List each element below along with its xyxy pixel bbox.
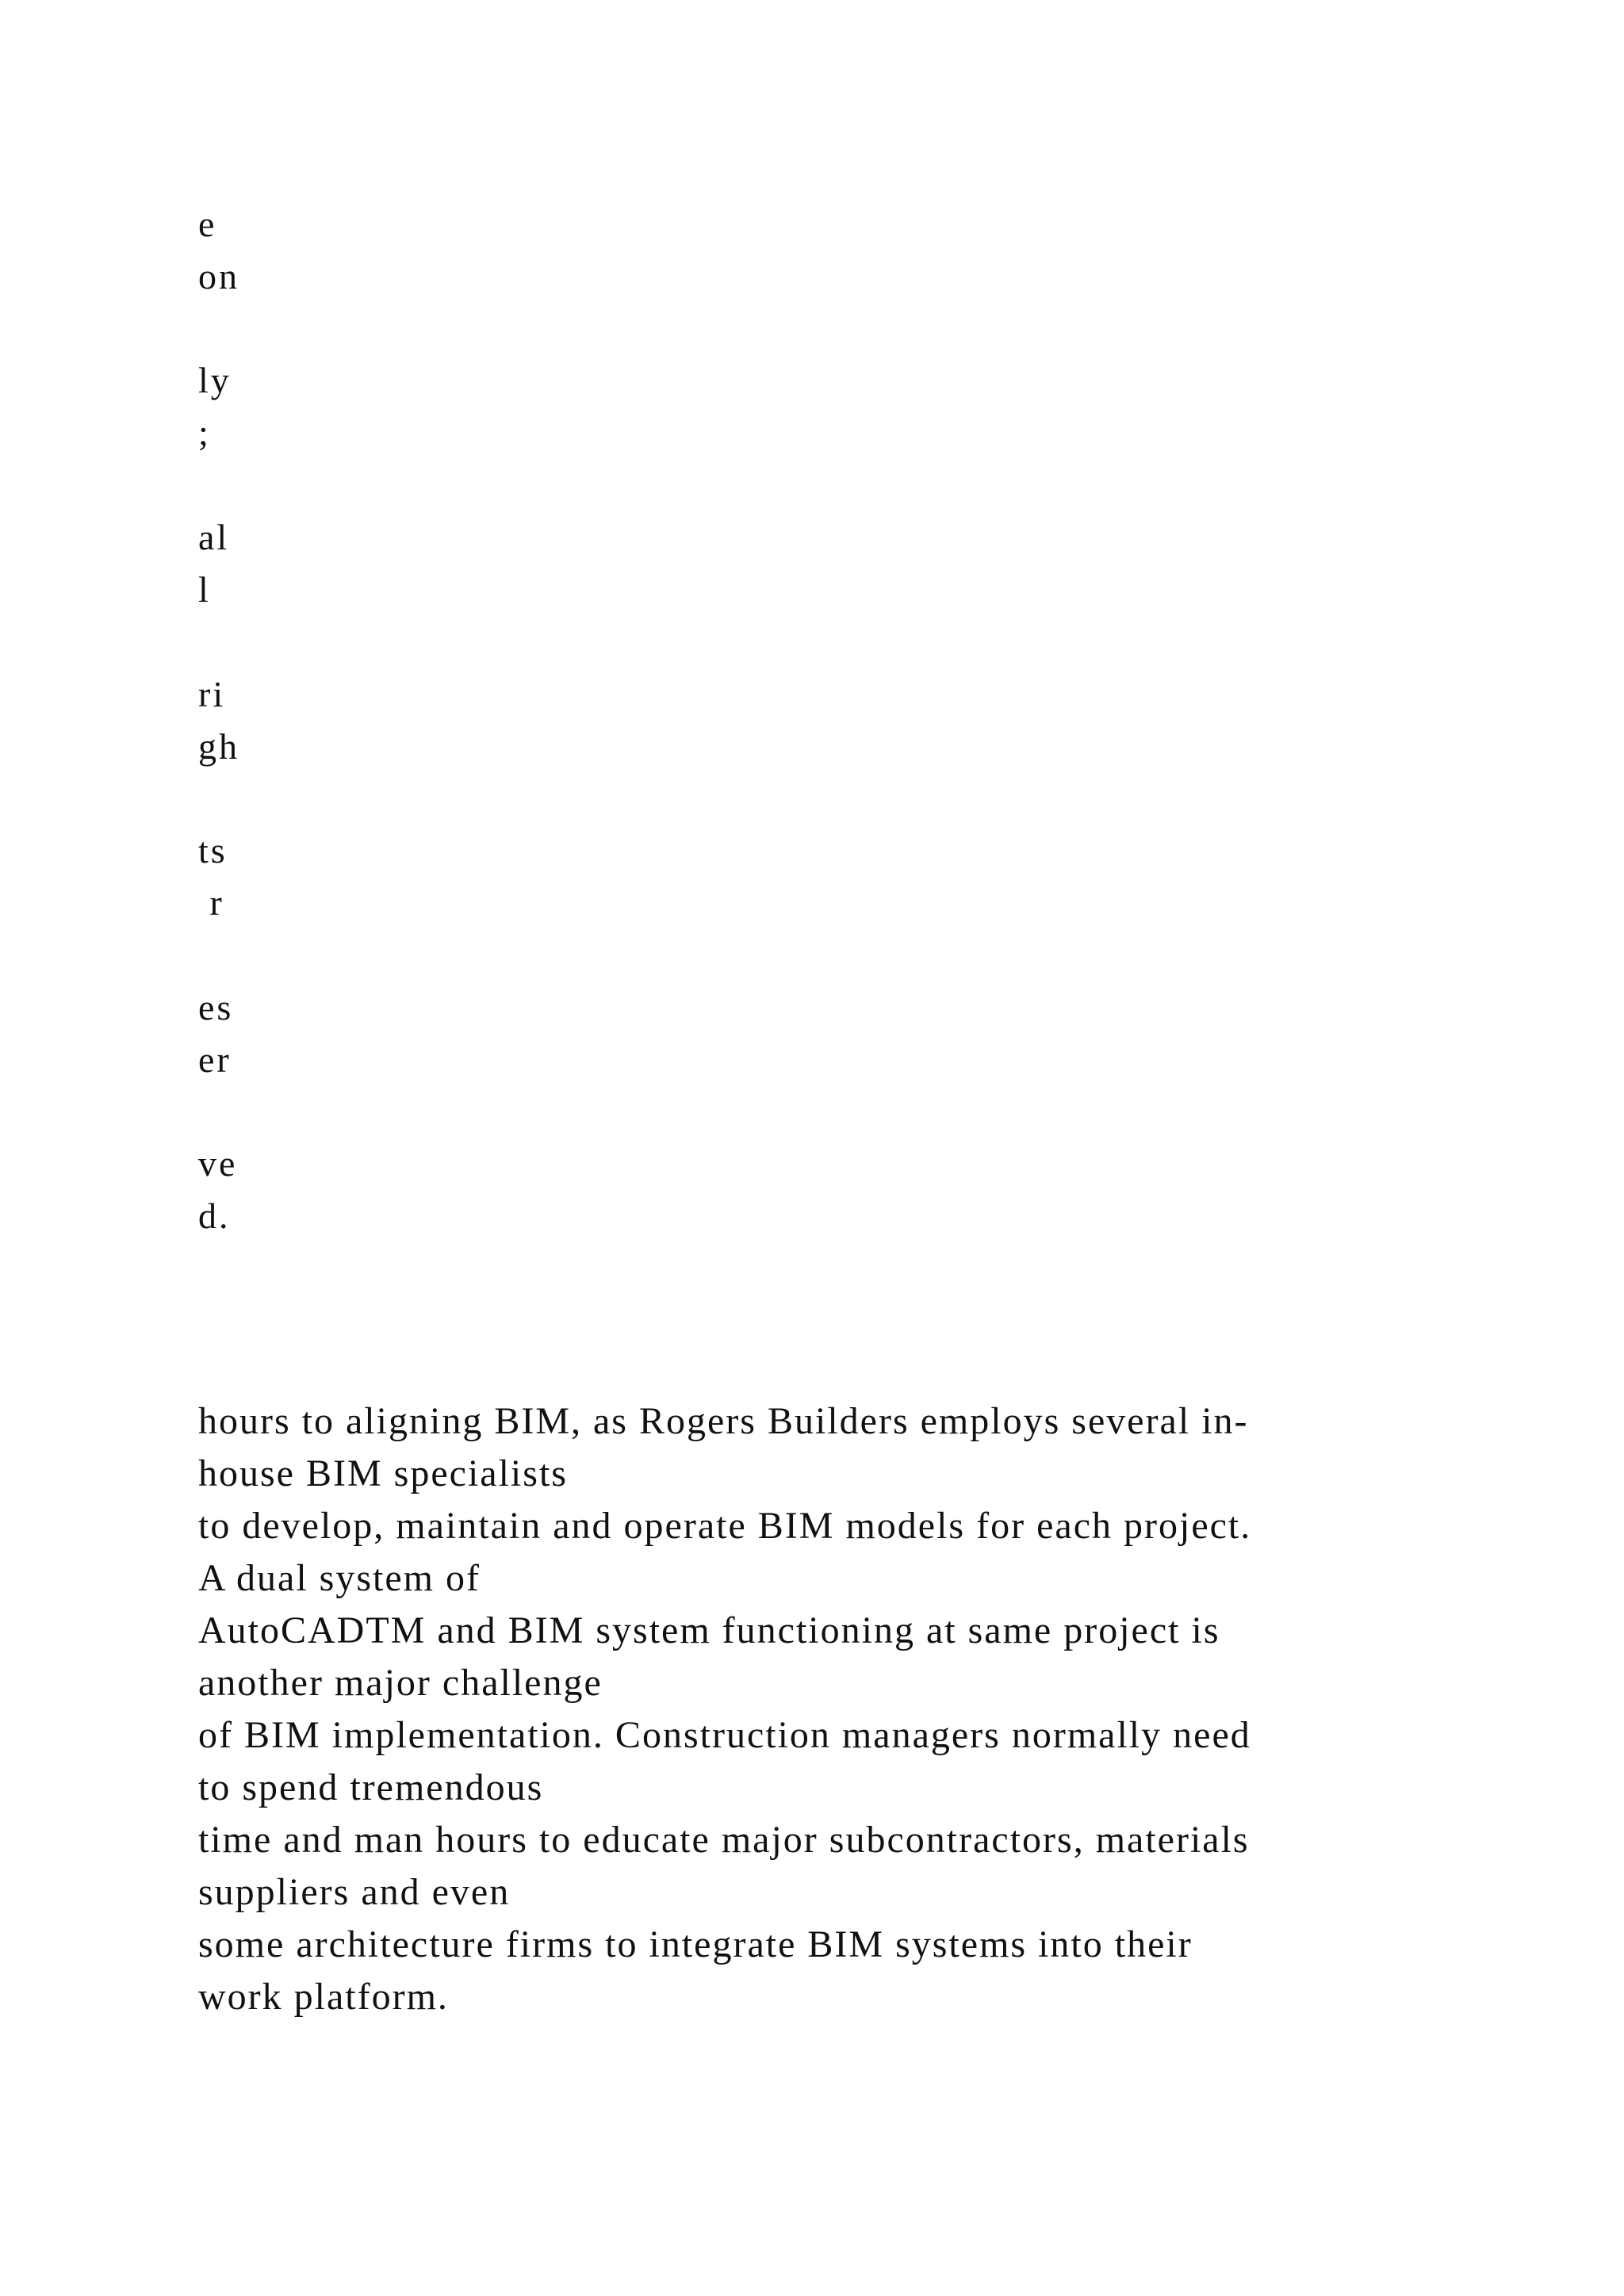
text-fragment: al xyxy=(198,517,230,557)
paragraph-line: to spend tremendous xyxy=(198,1766,544,1808)
paragraph-line: work platform. xyxy=(198,1976,449,2018)
paragraph-line: house BIM specialists xyxy=(198,1452,568,1494)
text-fragment: ly xyxy=(198,360,232,400)
paragraph-line: some architecture firms to integrate BIM systems into their xyxy=(198,1923,1193,1965)
text-fragment: es xyxy=(198,987,234,1027)
paragraph-line: hours to aligning BIM, as Rogers Builders employs several in- xyxy=(198,1400,1249,1442)
text-fragment: l xyxy=(198,569,211,610)
paragraph-line: to develop, maintain and operate BIM models for each project. xyxy=(198,1505,1252,1547)
text-fragment: d. xyxy=(198,1196,231,1236)
text-fragment: ; xyxy=(198,412,211,453)
paragraph-line: another major challenge xyxy=(198,1662,603,1704)
text-fragment: ri xyxy=(198,674,226,714)
paragraph-line: of BIM implementation. Construction managers normally need xyxy=(198,1714,1251,1756)
text-fragment: e xyxy=(198,204,217,244)
paragraph-line: suppliers and even xyxy=(198,1871,511,1913)
text-fragment: on xyxy=(198,256,239,297)
paragraph-line: time and man hours to educate major subcontractors, materials xyxy=(198,1819,1250,1861)
paragraph-line: A dual system of xyxy=(198,1557,481,1599)
body-paragraph xyxy=(198,1395,1435,2023)
paragraph-line: AutoCADTM and BIM system functioning at same project is xyxy=(198,1609,1220,1651)
text-fragment: er xyxy=(198,1039,232,1080)
text-fragment: ve xyxy=(198,1143,238,1184)
text-fragment: r xyxy=(198,882,224,923)
text-fragment: ts xyxy=(198,830,228,871)
text-fragment: gh xyxy=(198,726,239,767)
